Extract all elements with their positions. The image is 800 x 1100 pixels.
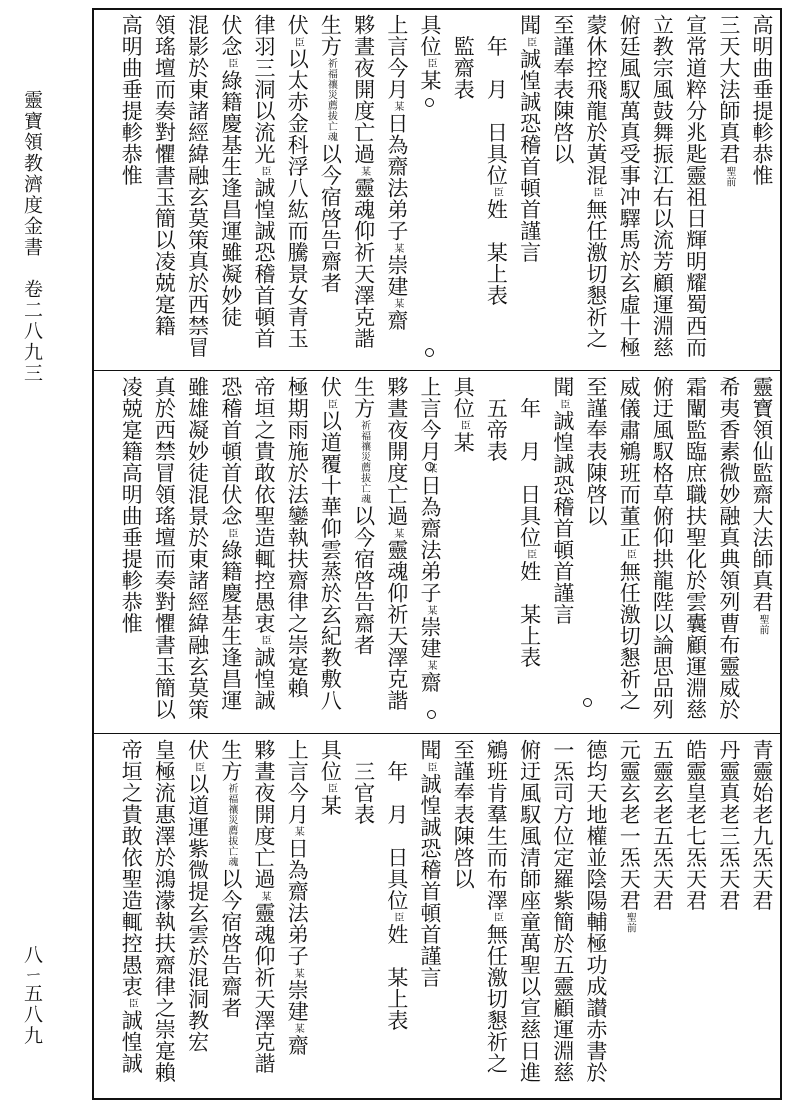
small-annotation: 某 [259,890,270,901]
text-run: 帝垣之貴敢依聖造輒控愚衷 [252,376,276,634]
text-column [152,376,177,720]
small-annotation: 聖前 [624,912,636,933]
text-run: 日為齋法弟子 [384,112,409,242]
text-run: 具位 [451,376,476,419]
small-annotation: 聖前 [723,165,735,187]
text-run: 具位 [318,739,343,782]
text-run: 綠籍慶基生逢昌運 [218,539,243,711]
text-column [519,14,540,263]
small-annotation: 某 [292,826,304,837]
small-annotation: 某 [425,463,436,474]
section-divider [92,733,782,734]
text-run: 德均天地權並陰陽輔極功成讃赤書於 [584,739,608,1083]
text-column [285,14,310,349]
text-run: 誠惶誠恐稽首頓首謹言 [418,773,442,988]
text-run: 宣常道粹分兆匙靈祖日輝明耀蜀西而 [683,14,708,358]
text-run: 靈魂仰祈天澤克諧 [252,902,276,1074]
text-run: 以太赤金科浮八紘而騰景女青玉 [285,48,310,349]
text-run: 無任激切懇祈之 [617,560,642,711]
small-annotation: 某 [425,660,436,671]
text-run: 生方 [318,14,343,57]
section-five-emperors-memorial [98,376,778,728]
text-column [220,739,241,1019]
text-column [585,376,606,527]
small-annotation: 臣 [192,761,204,772]
text-run: 上言今月 [285,739,310,825]
text-column [353,739,374,825]
text-column [152,739,177,1083]
small-annotation: 臣 [225,58,237,69]
text-run: 聞 [418,739,442,761]
text-run: 誠惶誠 [252,646,276,711]
small-annotation: 臣 [491,912,503,923]
text-run: 聞 [517,14,542,36]
text-run: 夥晝夜開度亡過 [351,14,376,165]
text-run: 至謹奉表陳啓以 [550,14,575,165]
small-annotation: 祈福禳災薦拔亡魂 [358,420,370,504]
section-first-memorial [98,14,778,366]
text-run: 威儀肅鵷班而董正 [617,376,642,548]
text-column [253,376,274,711]
small-annotation: 祈福禳災薦拔亡魂 [225,783,237,867]
small-annotation: 臣 [425,58,436,69]
text-run: 誠惶誠恐稽首頓首謹言 [550,410,575,625]
small-annotation: 臣 [225,527,237,538]
text-column [617,739,642,934]
text-column [751,739,772,911]
text-column [650,739,675,911]
text-run: 夥晝夜開度亡過 [252,739,276,890]
text-column [220,14,241,328]
text-run: 伏 [185,739,210,761]
text-column [318,376,343,711]
text-column [585,739,606,1083]
text-run: 以道覆十華仰雲蒸於玄紀教敷八 [318,410,343,711]
text-run: 上言今月 [384,14,409,100]
text-run: 至謹奉表陳啓以 [584,376,608,527]
text-column [451,739,476,890]
text-run: 某 [318,794,343,816]
text-run: 生方 [351,376,376,419]
small-annotation: 臣 [325,398,337,409]
text-run: 雖雄凝妙徒混景於東諸經緯融玄莫策 [185,376,210,720]
text-run: 伏念 [218,14,243,57]
text-run: 齋 [384,309,409,331]
small-annotation: 臣 [126,998,138,1009]
text-run: 姓 某上表 [517,560,542,668]
small-annotation: 某 [391,298,403,309]
text-run: 日為齋法弟子 [418,474,442,604]
text-column [386,739,407,1031]
text-column [650,14,675,358]
small-annotation: 某 [391,242,403,253]
text-run: 崇建 [384,254,409,297]
text-column [484,739,509,1074]
text-run: 伏 [285,14,310,36]
text-column [552,739,573,1083]
page-number-margin: 八ㄧ五八九 [21,945,43,1047]
text-run: 靈魂仰祈天澤克諧 [384,539,409,711]
text-run: 俯迂風馭格草俯仰拱龍陛以論思品列 [650,376,675,720]
text-column [285,376,310,699]
text-run: 混影於東諸經緯融玄莫策真於西禁冒 [185,14,210,358]
text-column [451,376,476,453]
text-run: 日為齋法弟子 [285,837,310,967]
text-column [419,739,440,988]
text-run: 齋 [418,671,442,693]
text-run: 靈寶領仙監齋大法師真君 [750,376,774,613]
text-run: 誠惶誠恐稽首頓首 [252,177,276,349]
text-column [419,376,440,693]
text-run: 高明曲垂提軫恭惟 [119,14,144,186]
text-column [751,14,772,186]
text-run: 年 月 日具位 [517,376,542,548]
text-run: 俯迂風馭風清師座童萬聖以宣慈日進 [517,739,542,1083]
text-run: 以今宿啓告齋者 [351,505,376,656]
text-column [187,376,208,720]
text-run: 凌兢寔籍高明曲垂提軫恭惟 [119,376,144,634]
punctuation-circle-mark [425,348,434,357]
small-annotation: 某 [425,604,436,615]
text-run: 姓 某上表 [484,198,509,306]
small-annotation: 聖前 [757,613,768,635]
text-run: 青靈始老九炁天君 [750,739,774,911]
text-column [718,739,739,911]
text-run: 崇建 [418,616,442,659]
text-run: 丹靈真老三炁天君 [716,739,741,911]
text-column [419,14,440,91]
text-column [617,14,642,358]
small-annotation: 臣 [591,187,602,198]
text-run: 恐稽首頓首伏念 [218,376,243,527]
text-run: 生方 [218,739,243,782]
small-annotation: 臣 [292,36,304,47]
text-column [386,376,407,711]
text-column [119,739,144,1074]
text-column [552,14,573,165]
text-run: 俯廷風馭萬真受事冲驛馬於玄虛十極 [617,14,642,358]
text-run: 上言今月 [418,376,442,462]
small-annotation: 臣 [458,420,470,431]
text-column [685,14,706,358]
small-annotation: 祈福禳災薦拔亡魂 [325,58,337,142]
text-column [718,14,739,188]
text-run: 崇建 [285,979,310,1022]
punctuation-circle-mark [425,462,434,471]
text-run: 聞 [550,376,575,398]
text-run: 一炁司方位定羅紫簡於五靈顧運淵慈 [550,739,575,1083]
text-run: 以道運紫微提玄雲於混洞教宏 [185,773,210,1053]
section-three-officials-memorial [98,739,778,1095]
text-run: 監齋表 [451,14,476,100]
punctuation-circle-mark [427,710,436,719]
small-annotation: 臣 [624,549,636,560]
text-run: 具位 [418,14,442,57]
text-run: 真於西禁冒領瑤壇而奏對懼書玉簡以 [152,376,177,720]
text-column [285,739,310,1056]
small-annotation: 臣 [259,165,270,176]
text-run: 齋 [285,1034,310,1056]
text-run: 夥晝夜開度亡過 [384,376,409,527]
text-column [353,14,374,349]
text-run: 至謹奉表陳啓以 [451,739,476,890]
small-annotation: 臣 [425,761,436,772]
text-run: 靈魂仰祈天澤克諧 [351,177,376,349]
text-column [152,14,177,337]
text-column [685,739,706,911]
text-column [451,14,476,100]
text-run: 無任激切懇祈之 [484,923,509,1074]
text-run: 立教宗風鼓舞振江右以流芳顧運淵慈 [650,14,675,358]
small-annotation: 臣 [259,635,270,646]
text-run: 霜闡監臨庶職扶聖化於雲囊顧運淵慈 [683,376,708,720]
small-annotation: 臣 [391,912,403,923]
text-column [318,14,343,294]
small-annotation: 臣 [491,187,503,198]
punctuation-circle-mark [425,98,434,107]
small-annotation: 臣 [524,36,536,47]
text-column [253,14,274,349]
text-run: 希夷香素微妙融真典領列曹布靈威於 [716,376,741,720]
text-column [119,376,144,634]
book-title-margin: 靈寶領教濟度金書 卷二八九三 [21,90,43,384]
text-run: 某 [451,431,476,453]
text-column [386,14,407,331]
text-column [119,14,144,186]
text-run: 某 [418,69,442,91]
small-annotation: 某 [391,527,403,538]
text-column [617,376,642,711]
text-run: 皓靈皇老七炁天君 [683,739,708,911]
text-column [718,376,739,720]
small-annotation: 某 [391,101,403,112]
text-column [685,376,706,720]
text-run: 三官表 [351,739,376,825]
text-column [650,376,675,720]
small-annotation: 某 [292,1023,304,1034]
text-run: 無任激切懇祈之 [584,198,608,349]
small-annotation: 臣 [524,549,536,560]
text-column [187,739,208,1053]
text-run: 領瑤壇而奏對懼書玉簡以凌兢寔籍 [152,14,177,337]
text-column [187,14,208,358]
text-run: 律羽三洞以流光 [252,14,276,165]
text-run: 年 月 日具位 [484,14,509,186]
text-column [353,376,374,656]
text-column [318,739,343,816]
text-column [220,376,241,711]
text-column [519,739,540,1083]
small-annotation: 臣 [325,783,337,794]
text-run: 五帝表 [484,376,509,462]
punctuation-circle-mark [583,698,592,707]
text-column [585,14,606,349]
text-column [253,739,274,1074]
text-run: 伏 [318,376,343,398]
small-annotation: 某 [358,165,370,176]
text-run: 以今宿啓告齋者 [318,143,343,294]
text-run: 綠籍慶基生逢昌運雖凝妙徒 [218,69,243,328]
text-run: 極期雨施於法鑾執扶齋律之崇寔賴 [285,376,310,699]
text-run: 以今宿啓告齋者 [218,868,243,1019]
text-column [519,376,540,668]
text-column [751,376,772,636]
text-run: 元靈玄老一炁天君 [617,739,642,911]
text-run: 皇極流惠澤於鴻濛執扶齋律之崇寔賴 [152,739,177,1083]
text-run: 帝垣之貴敢依聖造輒控愚衷 [119,739,144,997]
text-column [552,376,573,625]
small-annotation: 某 [292,967,304,978]
small-annotation: 臣 [557,398,569,409]
section-divider [92,370,782,371]
text-column [484,14,509,306]
text-run: 蒙休控飛龍於黃混 [584,14,608,186]
text-column [484,376,509,462]
text-run: 三天大法師真君 [716,14,741,165]
text-run: 誠惶誠 [119,1009,144,1074]
text-run: 年 月 日具位 [384,739,409,911]
text-run: 五靈玄老五炁天君 [650,739,675,911]
text-run: 鵷班肯羣生而布澤 [484,739,509,911]
text-run: 高明曲垂提軫恭惟 [750,14,774,186]
text-run: 姓 某上表 [384,923,409,1031]
text-run: 誠惶誠恐稽首頓首謹言 [517,48,542,263]
